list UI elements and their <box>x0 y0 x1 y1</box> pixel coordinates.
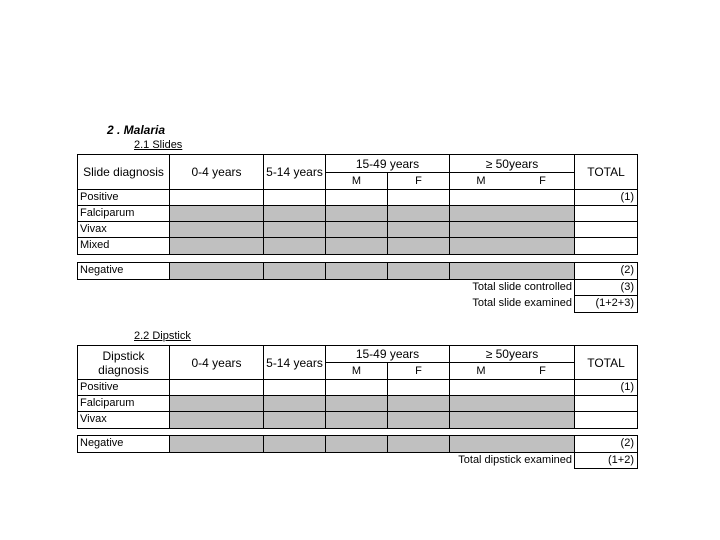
table-cell <box>169 189 264 206</box>
dipstick-age-50-header: ≥ 50years <box>449 345 575 363</box>
slides-age-0-4-header: 0-4 years <box>169 154 264 190</box>
table-cell <box>263 237 326 255</box>
dipstick-row-label: Vivax <box>77 411 170 429</box>
dipstick-age-15-49-header: 15-49 years <box>325 345 450 363</box>
table-cell <box>574 395 638 412</box>
dipstick-m-header-50: M <box>449 362 512 380</box>
slides-f-header: F <box>387 172 450 190</box>
dipstick-positive-total: (1) <box>574 379 638 396</box>
table-cell <box>387 221 450 238</box>
dipstick-total-examined-label: Total dipstick examined <box>458 454 572 466</box>
table-cell <box>449 221 575 238</box>
table-cell <box>325 262 388 280</box>
slides-row-label: Falciparum <box>77 205 170 222</box>
table-cell <box>263 205 326 222</box>
table-cell <box>169 237 264 255</box>
slides-row-label: Mixed <box>77 237 170 255</box>
dipstick-diag-header-line2: diagnosis <box>98 362 149 377</box>
table-cell <box>325 205 388 222</box>
slides-negative-total: (2) <box>574 262 638 280</box>
dipstick-age-0-4-header: 0-4 years <box>169 345 264 380</box>
table-cell <box>263 435 326 453</box>
dipstick-f-header: F <box>387 362 450 380</box>
dipstick-title: 2.2 Dipstick <box>134 330 191 342</box>
slides-total-examined-value: (1+2+3) <box>574 295 638 313</box>
table-cell <box>449 262 575 280</box>
table-cell <box>169 205 264 222</box>
table-cell <box>325 411 388 429</box>
table-cell <box>263 395 326 412</box>
table-cell <box>449 411 575 429</box>
dipstick-diag-header <box>77 345 170 380</box>
table-cell <box>325 189 388 206</box>
table-cell <box>387 237 450 255</box>
table-cell <box>169 395 264 412</box>
slides-age-15-49-header: 15-49 years <box>325 154 450 173</box>
table-cell <box>263 411 326 429</box>
dipstick-f-header-50: F <box>511 362 575 380</box>
table-cell <box>387 189 450 206</box>
table-cell <box>263 189 326 206</box>
table-cell <box>263 379 326 396</box>
table-cell <box>325 237 388 255</box>
table-cell <box>387 379 450 396</box>
table-cell <box>325 379 388 396</box>
table-cell <box>169 379 264 396</box>
slides-m-header-50: M <box>449 172 512 190</box>
slides-f-header-50: F <box>511 172 575 190</box>
table-cell <box>325 395 388 412</box>
table-cell <box>449 395 575 412</box>
slides-age-5-14-header: 5-14 years <box>263 154 326 190</box>
dipstick-row-label: Falciparum <box>77 395 170 412</box>
table-cell <box>387 435 450 453</box>
slides-age-50-header: ≥ 50years <box>449 154 575 173</box>
table-cell <box>449 379 575 396</box>
slides-row-label: Positive <box>77 189 170 206</box>
table-cell <box>449 435 575 453</box>
dipstick-m-header: M <box>325 362 388 380</box>
dipstick-total-examined-value: (1+2) <box>574 452 638 469</box>
dipstick-negative-total: (2) <box>574 435 638 453</box>
slides-positive-total: (1) <box>574 189 638 206</box>
table-cell <box>263 221 326 238</box>
section-title: 2 . Malaria <box>107 123 166 137</box>
dipstick-row-label: Positive <box>77 379 170 396</box>
slides-total-examined-label: Total slide examined <box>472 297 572 309</box>
table-cell <box>387 411 450 429</box>
slides-m-header: M <box>325 172 388 190</box>
table-cell <box>449 237 575 255</box>
slides-negative-label: Negative <box>77 262 170 280</box>
slides-diag-header: Slide diagnosis <box>77 154 170 190</box>
slides-total-header: TOTAL <box>574 154 638 190</box>
slides-total-controlled-value: (3) <box>574 279 638 296</box>
table-cell <box>449 189 575 206</box>
table-cell <box>325 221 388 238</box>
table-cell <box>574 237 638 255</box>
dipstick-total-header: TOTAL <box>574 345 638 380</box>
table-cell <box>387 395 450 412</box>
dipstick-age-5-14-header: 5-14 years <box>263 345 326 380</box>
slides-title: 2.1 Slides <box>134 139 183 151</box>
table-cell <box>169 221 264 238</box>
table-cell <box>387 205 450 222</box>
table-cell <box>169 262 264 280</box>
table-cell <box>574 411 638 429</box>
table-cell <box>387 262 450 280</box>
table-cell <box>263 262 326 280</box>
table-cell <box>449 205 575 222</box>
table-cell <box>574 205 638 222</box>
slides-total-controlled-label: Total slide controlled <box>472 281 572 293</box>
table-cell <box>169 411 264 429</box>
dipstick-diag-header-line1: Dipstick <box>102 348 145 363</box>
table-cell <box>325 435 388 453</box>
table-cell <box>574 221 638 238</box>
table-cell <box>169 435 264 453</box>
dipstick-negative-label: Negative <box>77 435 170 453</box>
slides-row-label: Vivax <box>77 221 170 238</box>
